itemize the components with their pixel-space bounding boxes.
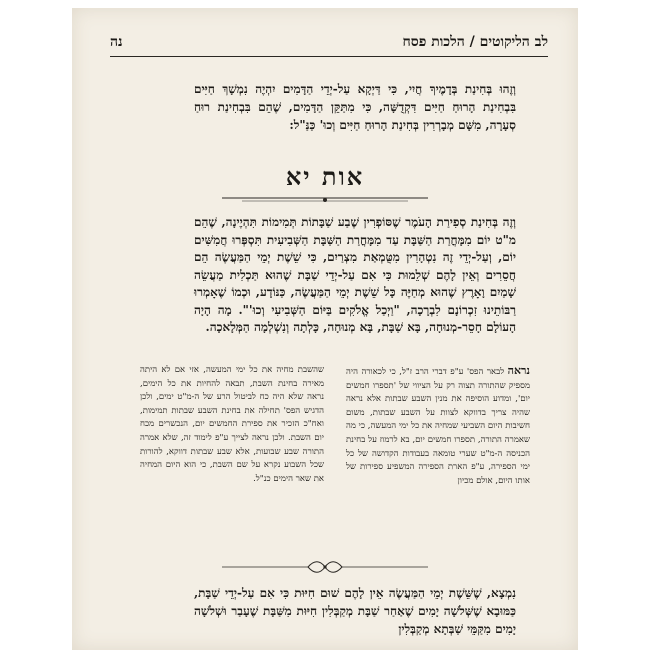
closing-paragraph: [194, 584, 516, 638]
commentary-right-text: לבאר הפס' ע"פ דברי הרב ז"ל, כי לכאורה היה מספיק שהתורה תצוה רק על הציווי של 'תספרו חמשים יום', ומדוע הוסיפה את מנין השבע שבתות אלא נראה שהיה צריך בדווקא לצוות על השבע שבתות, משום חשיבות היום השביעי שמחיה את כל ימי המעשה, כי מה שאמרה התורה, תספרו חמשים יום, בא לרמוז על בחינת הכניסה ה-מ"ט שערי טומאה בעבודות הקדושה של כל ימי הספירה, ע"פ הארת הספירה המשפיע ספירות של אותו היום, אולם מכיון: [346, 367, 530, 486]
commentary-lead-word: נראה: [507, 364, 530, 377]
main-paragraph-text: וְזֶה בְּחִינַת סְפִירַת הָעֹמֶר שֶׁסּוֹפְרִין שֶׁבַע שַׁבָּתוֹת תְּמִימוֹת תִּהְיֶינָה, שֶׁהֵם מ"ט יוֹם מִמָּחֳרַת הַשַּׁבָּת עַד מִמָּחֳרַת הַשַּׁבָּת הַשְּׁבִיעִית תִּסְפְּרוּ חֲמִשִּׁים יוֹם, וְעַל-יְדֵי זֶה נִטְהָרִין מִטֻּמְאַת מִצְרַיִם, כִּי שֵׁשֶׁת יְמֵי הַמַּעֲשֶׂה הֵם חֲסֵרִים וְאֵין לָהֶם שְׁלֵמוּת כִּי אִם עַל-יְדֵי שַׁבָּת שֶׁהוּא תַּכְלִית מַעֲשֵׂה שָׁמַיִם וָאָרֶץ שֶׁהוּא מְחַיֶּה כָּל שֵׁשֶׁת יְמֵי הַמַּעֲשֶׂה, כַּנּוֹדָע, וּכְמוֹ שֶׁאָמְרוּ רַבּוֹתֵינוּ זִכְרוֹנָם לִבְרָכָה, "וַיְכַל אֱלֹקִים בַּיּוֹם הַשְּׁבִיעִי וְכוּ'". מָה הָיָה הָעוֹלָם חָסֵר-מְנוּחָה, בָּא שַׁבָּת, בָּא מְנוּחָה, כָּלְתָה וְנִשְׁלְמָה הַמְּלָאכָה.: [194, 215, 516, 334]
section-heading: אות יא: [285, 162, 365, 191]
closing-paragraph-text: נִמְצָא, שֶׁשֵּׁשֶׁת יְמֵי הַמַּעֲשֶׂה אֵין לָהֶם שׁוּם חִיּוּת כִּי אִם עַל-יְדֵי שַׁבָּת, כַּמּוּבָא שֶׁשְּׁלֹשָׁה יָמִים שֶׁאַחַר שַׁבָּת מְקַבְּלִין חִיּוּת מִשַּׁבָּת שֶׁעָבַר וּשְׁלֹשָׁה יָמִים מִקַּמֵּי שַׁבְּתָא מְקַבְּלִין: [194, 586, 516, 636]
commentary-right-column: [346, 364, 530, 488]
section-divider-ornament: [222, 560, 428, 574]
opening-paragraph-text: וְזֶהוּ בְּחִינַת בְּדָמֶיךָ חֲיִי, כִּי דַּיְקָא עַל-יְדֵי הַדָּמִים יִהְיֶה נִמְשָׁךְ חַיִּים בִּבְחִינַת הָרוּחַ חַיִּים דִּקְדֻשָּׁה, כִּי מִתַּקֵּן הַדָּמִים, שֶׁהֵם בִּבְחִינַת רוּחַ סְעָרָה, מִשָּׁם מְבָרְרִין בְּחִינַת הָרוּחַ חַיִּים וְכוּ' כַּנַּ"ל:: [194, 82, 516, 132]
opening-paragraph: [194, 80, 516, 134]
main-paragraph: [194, 214, 516, 337]
running-title: לב הליקוטים / הלכות פסח: [402, 34, 548, 50]
commentary-left-text: שהשבת מחיה את כל ימי המעשה, אזי אם לא היתה מאירה בחינת השבת, תבאה להחיות את כל הימים, נראה שלא היה כח לביטול הרע של ה-מ"ט ימים, ולכן הדגיש הפס' תחילה את בחינת השבע שבתות תמימות, ואח"כ הזכיר את ספירת החמשים יום, הנכשרים מכח יום השבת. ולכן נראה לצייך ע"פ לימוד זה, שלא אמרה התורה שבע שבועות, אלא שבע שבתות דווקא, להורות שכל השבוע נקרא על שם השבת, כי הוא היום המחיה את שאר הימים כנ"ל.: [140, 365, 324, 484]
page-number: נה: [110, 34, 123, 50]
commentary: [140, 364, 530, 560]
running-header: [110, 32, 548, 57]
commentary-left-column: [140, 364, 324, 486]
book-page: [72, 8, 578, 650]
heading-ornament: [222, 196, 428, 204]
